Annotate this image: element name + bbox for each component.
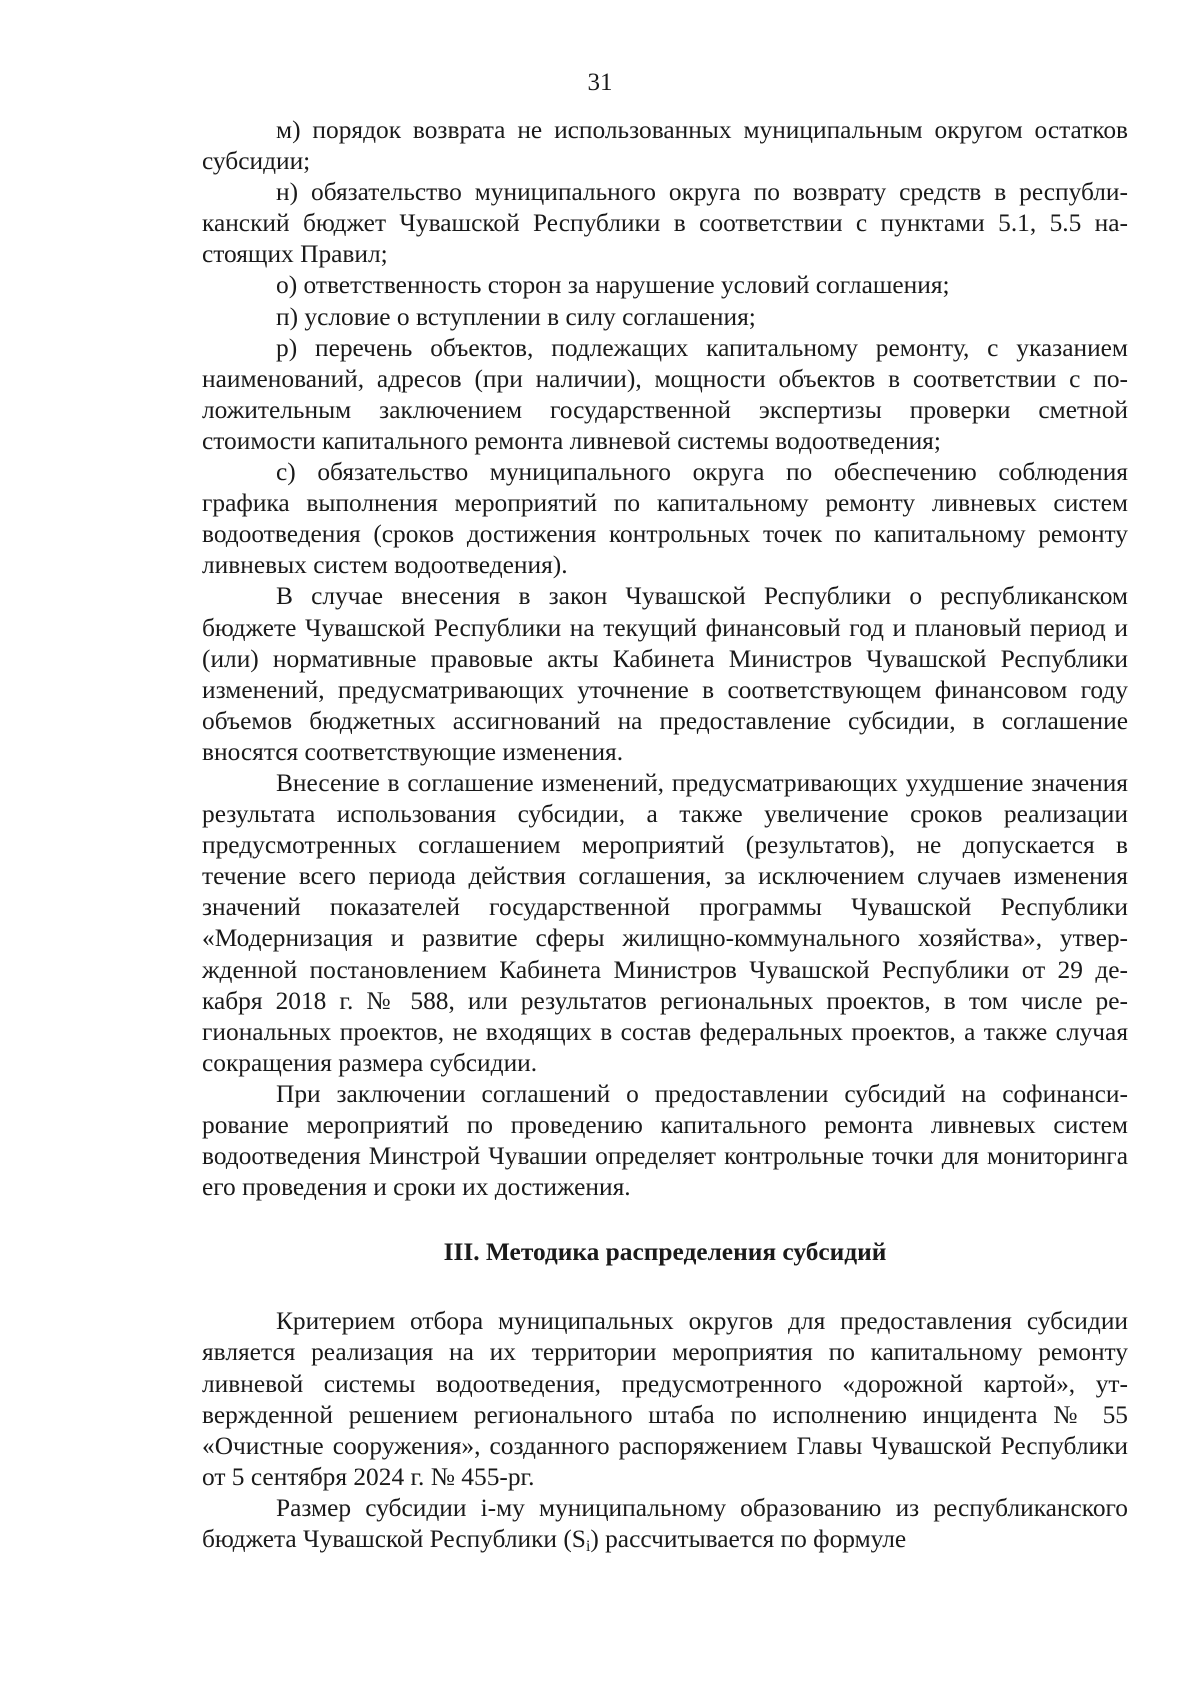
paragraph-formula-intro: [202, 1493, 1128, 1555]
paragraph-budget-changes: В случае внесения в закон Чувашской Республики о республиканском бюджете Чувашской Республики на текущий финансовый год и плановый период и (или) нормативные правовые акты Кабинета Министров Чувашской Республики изменений, предусматривающих уточнение в соответствующем финансовом году объемов бюджетных ассигнований на предоставление субсидии, в соглашение вносятся соответствующие изменения.: [202, 582, 1128, 766]
paragraph-selection-criterion: Критерием отбора муниципальных округов для предоставления субсидии является реализация на их территории мероприятия по капитальному ремонту ливневой системы водоотведения, предусмотренного «дорожной картой», утвержденной решением регионального штаба по исполнению инцидента № 55 «Очистные сооружения», созданного распоряжением Главы Чувашской Республики от 5 сентября 2024 г. № 455-рг.: [202, 1307, 1128, 1491]
paragraph-r: р) перечень объектов, подлежащих капитальному ремонту, с указанием наименований, адресов (при наличии), мощности объектов в соответствии с положительным заключением государственной экспертизы проверки сметной стоимости капитального ремонта ливневой системы водоотведения;: [202, 333, 1128, 455]
page-number: 31: [587, 69, 613, 96]
section-heading: III. Методика распределения субсидий: [443, 1238, 887, 1267]
paragraph-agreement-changes: Внесение в соглашение изменений, предусматривающих ухудшение значения результата использования субсидии, а также увеличение сроков реализации предусмотренных соглашением мероприятий (результатов), не допускается в течение всего периода действия соглашения, за исключением случаев изменения значений показателей государственной программы Чувашской Республики «Модернизация и развитие сферы жилищно-коммунального хозяйства», утвержденной постановлением Кабинета Министров Чувашской Республики от 29 декабря 2018 г. № 588, или результатов региональных проектов, в том числе региональных проектов, не входящих в состав федеральных проектов, а также случая сокращения размера субсидии.: [202, 768, 1128, 1077]
paragraph-s: с) обязательство муниципального округа по обеспечению соблюдения графика выполнения мероприятий по капитальному ремонту ливневых систем водоотведения (сроков достижения контрольных точек по капитальному ремонту ливневых систем водоотведения).: [202, 458, 1128, 580]
paragraph-control-points: При заключении соглашений о предоставлении субсидий на софинансирование мероприятий по проведению капитального ремонта ливневых систем водоотведения Минстрой Чувашии определяет контрольные точки для мониторинга его проведения и сроки их достижения.: [202, 1079, 1128, 1202]
paragraph-m: м) порядок возврата не использованных муниципальным округом остатков субсидии;: [202, 116, 1128, 176]
formula-intro-text: Размер субсидии i-му муниципальному образованию из республиканского бюджета Чувашской Республики (S: [202, 1493, 1128, 1554]
formula-subscript-i: i: [585, 1537, 591, 1555]
paragraph-o: о) ответственность сторон за нарушение условий соглашения;: [276, 271, 950, 300]
formula-intro-tail: ) рассчитывается по формуле: [590, 1525, 907, 1554]
paragraph-p: п) условие о вступлении в силу соглашения;: [276, 302, 756, 331]
paragraph-n: н) обязательство муниципального округа по возврату средств в республиканский бюджет Чувашской Республики в соответствии с пунктами 5.1, 5.5 настоящих Правил;: [202, 178, 1128, 269]
document-body: [202, 115, 1128, 1555]
